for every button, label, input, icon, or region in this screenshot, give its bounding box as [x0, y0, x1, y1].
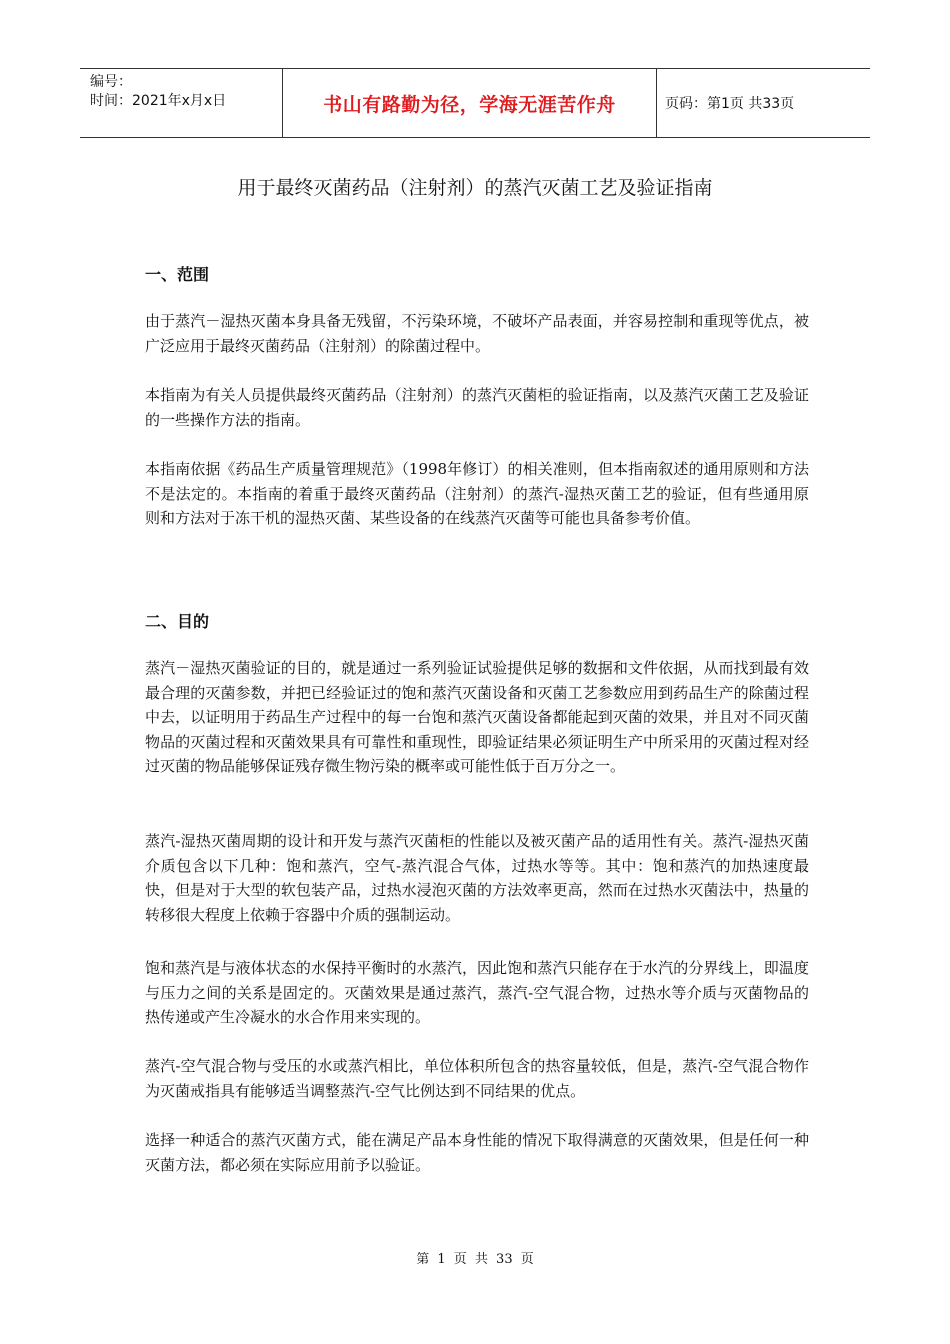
paragraph: 由于蒸汽－湿热灭菌本身具备无残留，不污染环境，不破坏产品表面，并容易控制和重现等优点，被广泛应用于最终灭菌药品（注射剂）的除菌过程中。: [145, 312, 809, 355]
page-footer: 第 1 页 共 33 页: [416, 1252, 534, 1267]
section-heading-purpose: 二、目的: [145, 612, 210, 631]
page-header: [80, 68, 870, 138]
header-motto: 书山有路勤为径，学海无涯苦作舟: [282, 69, 657, 137]
number-label: 编号：: [90, 74, 132, 90]
section-heading-scope: 一、范围: [145, 265, 210, 284]
paragraph: 本指南依据《药品生产质量管理规范》（1998年修订）的相关准则，但本指南叙述的通用原则和方法不是法定的。本指南的着重于最终灭菌药品（注射剂）的蒸汽-湿热灭菌工艺的验证，但有些通用原则和方法对于冻干机的湿热灭菌、某些设备的在线蒸汽灭菌等可能也具备参考价值。: [145, 460, 809, 527]
paragraph: 选择一种适合的蒸汽灭菌方式，能在满足产品本身性能的情况下取得满意的灭菌效果，但是任何一种灭菌方法，都必须在实际应用前予以验证。: [145, 1131, 809, 1174]
paragraph: 蒸汽－湿热灭菌验证的目的，就是通过一系列验证试验提供足够的数据和文件依据，从而找到最有效最合理的灭菌参数，并把已经验证过的饱和蒸汽灭菌设备和灭菌工艺参数应用到药品生产的除菌过程中去，以证明用于药品生产过程中的每一台饱和蒸汽灭菌设备都能起到灭菌的效果，并且对不同灭菌物品的灭菌过程和灭菌效果具有可靠性和重现性，即验证结果必须证明生产中所采用的灭菌过程对经过灭菌的物品能够保证残存微生物污染的概率或可能性低于百万分之一。: [145, 659, 809, 775]
header-page-info: 页码：第1页 共33页: [665, 96, 795, 112]
header-left-cell: [80, 69, 282, 137]
paragraph: 蒸汽-湿热灭菌周期的设计和开发与蒸汽灭菌柜的性能以及被灭菌产品的适用性有关。蒸汽-湿热灭菌介质包含以下几种：饱和蒸汽，空气-蒸汽混合气体，过热水等等。其中：饱和蒸汽的加热速度最快，但是对于大型的软包装产品，过热水浸泡灭菌的方法效率更高，然而在过热水灭菌法中，热量的转移很大程度上依赖于容器中介质的强制运动。: [145, 832, 809, 924]
paragraph: 饱和蒸汽是与液体状态的水保持平衡时的水蒸汽，因此饱和蒸汽只能存在于水汽的分界线上，即温度与压力之间的关系是固定的。灭菌效果是通过蒸汽，蒸汽-空气混合物，过热水等介质与灭菌物品的热传递或产生冷凝水的水合作用来实现的。: [145, 959, 809, 1026]
time-label: 时间：2021年x月x日: [90, 93, 227, 109]
paragraph: 本指南为有关人员提供最终灭菌药品（注射剂）的蒸汽灭菌柜的验证指南，以及蒸汽灭菌工艺及验证的一些操作方法的指南。: [145, 386, 809, 429]
document-title: 用于最终灭菌药品（注射剂）的蒸汽灭菌工艺及验证指南: [237, 177, 713, 199]
paragraph: 蒸汽-空气混合物与受压的水或蒸汽相比，单位体积所包含的热容量较低，但是，蒸汽-空气混合物作为灭菌戒指具有能够适当调整蒸汽-空气比例达到不同结果的优点。: [145, 1057, 809, 1100]
